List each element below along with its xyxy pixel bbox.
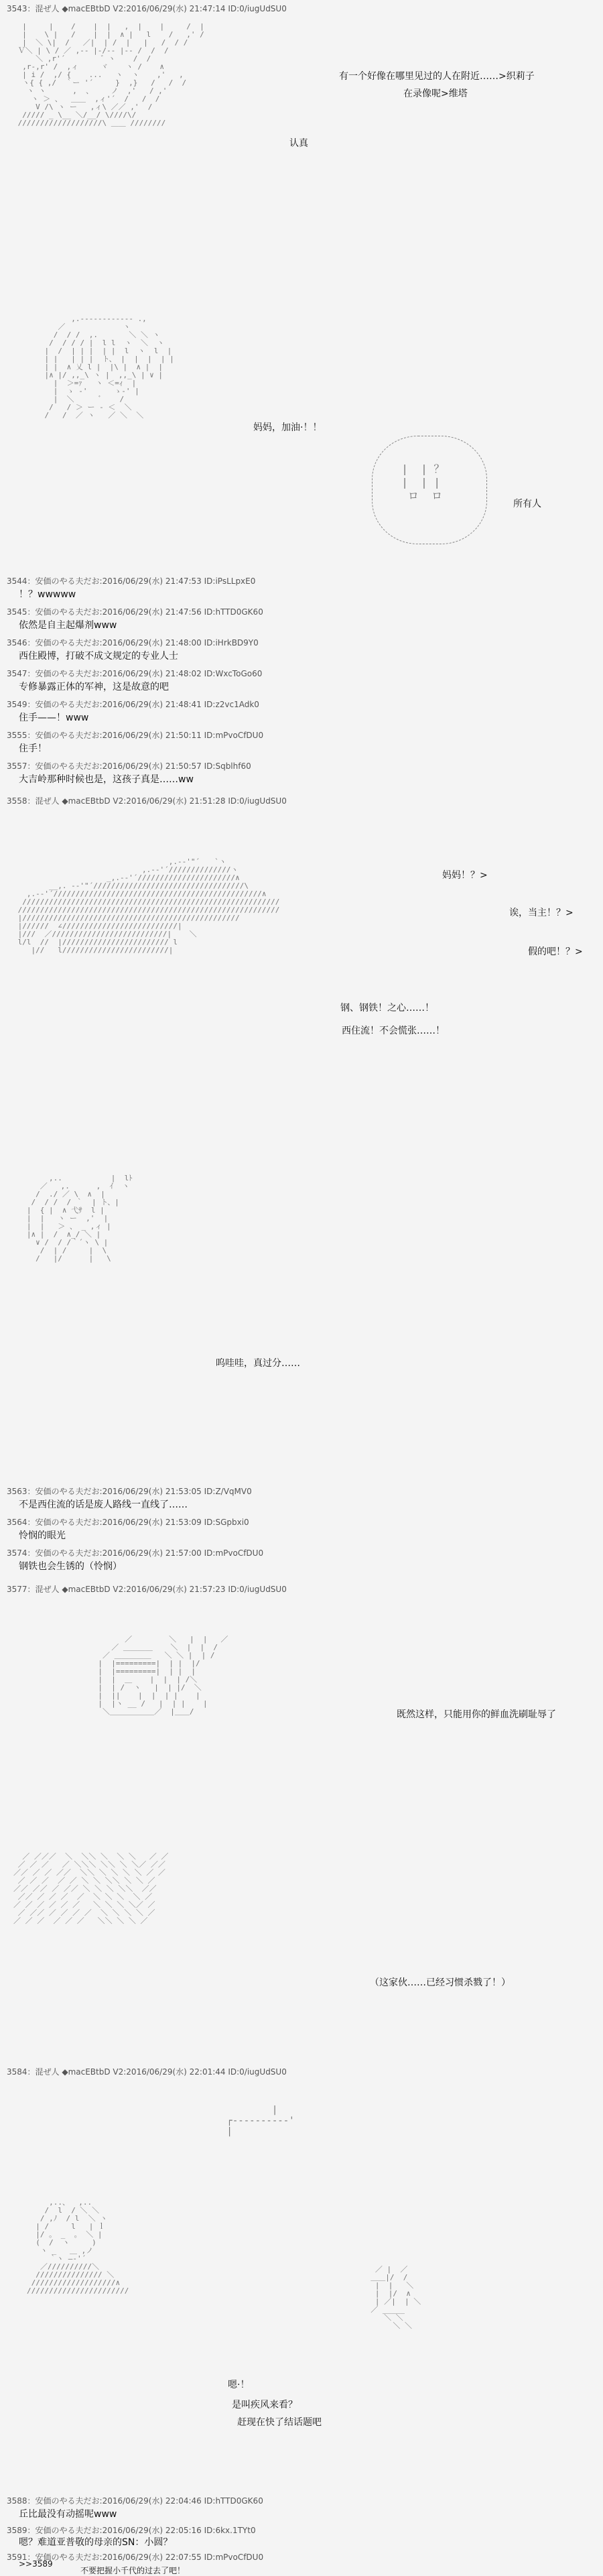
post-body: 西住殿博，打破不成文规定的专业人士 <box>19 651 178 662</box>
ascii-art: ,..、 ,.. / l / ＼ ＼ / ,ﾉ / l ＼ ヽ | / l | ｌ |/ 。 _ 。 ＼ | ( / ヽ ) ヽ _ ＿ ,ノ ｀ヽ ―‐'´ ／//////////＼ /////////////// ＼ ///////////////////∧ /////////////////////// <box>27 2199 129 2295</box>
dialogue: 既然这样，只能用你的鲜血洗刷耻辱了 <box>397 1709 556 1720</box>
dialogue: 有一个好像在哪里见过的人在附近……>织莉子 <box>339 71 535 82</box>
dialogue: 嗯·！ <box>228 2380 250 2390</box>
dialogue: 诶，当主！？> <box>509 908 574 918</box>
ascii-art: ／￣￣￣￣￣＼ | | ／￣ ／ ＿＿＿＿ ＼ | | / ／ ＿＿＿＿＿ ＼ ＼ | | / | |=========| | | |/ | |=========| | | | | | ＿ | | | /＼ | | / ヽ | | |/ ＼ | || | | | | | | |ヽ __ / | | | | ＼＿＿＿＿＿＿／ |＿＿/ <box>98 1636 236 1716</box>
post-header: 3544：安価のやる夫だお:2016/06/29(水) 21:47:53 ID:iPsLLpxE0 <box>7 576 256 586</box>
post-body: >>3589 <box>19 2559 53 2569</box>
post-header: 3557：安価のやる夫だお:2016/06/29(水) 21:50:57 ID:Sqblhf60 <box>7 761 251 771</box>
ascii-art: ,.-‐‐‐‐‐‐-‐‐‐- ., ／ ヽ / / / ,. ＼ ＼ ヽ / / / / | l l ヽ ＼ ヽ | / | | | | | l ヽ l | | | | | | ト、 | | | | | | | ∧ 乂 l | |\ | ∧ | | |∧ |/ ,,_\ ヽ | ,,_\ | ∨ | | ＞=ｧ ヽ ＜=ｨ | | ゝ ‐' ゝ‐' | | ＼ ﾞ / / / ＞ ー ‐ ＜ ＼ / / ／ ヽ ／ ＼ ＼ <box>44 315 174 420</box>
post-body: 钢铁也会生锈的（怜悯） <box>19 1561 122 1572</box>
dialogue: 所有人 <box>513 499 541 509</box>
post-header: 3588：安価のやる夫だお:2016/06/29(水) 22:04:46 ID:hTTD0GK60 <box>7 2496 263 2506</box>
dialogue: 西住流！不会慌张……！ <box>342 1026 445 1036</box>
post-header: 3577：混ぜ人 ◆macEBtbD V2:2016/06/29(水) 21:57:23 ID:0/iugUdSU0 <box>7 1585 287 1594</box>
post-header: 3564：安価のやる夫だお:2016/06/29(水) 21:53:09 ID:SGpbxi0 <box>7 1518 249 1527</box>
ascii-art: ,.. | lﾄ ／ ,. , ｲ ヽ / ./ ／ \ ∧ | / / / / ｀ | ト、| | { | ∧ 弋ｻ l | | | ヽ ー ,' | | | ＞ 、 _ ,ィ | |∧ | / ∧_/ ＼ | ∨ / / /｀´ヽ \ | / | / | \ / |/ | \ <box>26 1174 133 1263</box>
post-body: 大吉岭那种时候也是，这孩子真是……ww <box>19 774 194 785</box>
post-header: 3589：安価のやる夫だお:2016/06/29(水) 22:05:16 ID:6kx.1TYt0 <box>7 2526 256 2535</box>
post-header: 3543：混ぜ人 ◆macEBtbD V2:2016/06/29(水) 21:47:14 ID:0/iugUdSU0 <box>7 4 287 13</box>
dialogue: 假的吧！？> <box>528 946 583 957</box>
dialogue: 认真 <box>289 138 308 149</box>
post-body: 丘比最没有动摇呢www <box>19 2509 117 2520</box>
dialogue: 妈妈！？> <box>442 870 488 881</box>
post-header: 3558：混ぜ人 ◆macEBtbD V2:2016/06/29(水) 21:51:28 ID:0/iugUdSU0 <box>7 796 287 806</box>
post-body: 专修暴露正体的军神，这是故意的吧 <box>19 682 169 692</box>
post-body: 住手！ <box>19 743 47 754</box>
ascii-art: ／ | ／ ＿＿|/ / | | ＼ | |/ ∧ | ／| | ＼ ／ _____ ＼ ＼ ＼ ＼ <box>371 2266 421 2330</box>
post-header: 3555：安価のやる夫だお:2016/06/29(水) 21:50:11 ID:mPvoCfDU0 <box>7 731 264 740</box>
dialogue: 钢、钢铁！之心……！ <box>340 1003 434 1014</box>
post-body: 嗯？难道亚普敬的母亲的SN：小圆？ <box>19 2537 173 2548</box>
dialogue: （这家伙……已经习惯杀戮了！） <box>370 1977 511 1988</box>
post-body: ！？wwwww <box>19 589 76 600</box>
post-body: 怜悯的眼光 <box>19 1530 66 1541</box>
dialogue: 妈妈，加油·！！ <box>253 422 322 433</box>
ascii-art: ,.-‐'"´￣￣`ヽ ,.-‐'´//////////////ヽ _,.-‐'´//////////////////////∧ __,. -‐'"´//////////////////////////////////\ ,.-‐'´///////////////////////////////////////////////∧ ////////////////////////////////////////////////////////// /////////////////////////////////////////////////////////// |///////////////////////////////////////////////// |////// ∠//////////////////////////| |/// ／//////////////////////////| ＼ l/l // |//////////////////////// l |// l////////////////////////| <box>17 858 280 955</box>
post-header: 3584：混ぜ人 ◆macEBtbD V2:2016/06/29(水) 22:01:44 ID:0/iugUdSU0 <box>7 2067 287 2077</box>
ascii-art: | | / | | , | | / | | \ | / | | ∧ | l / ,' / | ＼ \| / ／| | / | | / / / Ｖ＼ | \ / ／ ,-- |-/-- |-- / / / ＼ ,r'´ ゛ヽ / / ,r-,r' / ,ィ ヾ ヽ / ∧ | i / ,/ { ... ヽ ヽ ,' , ヽ{ { ,/ ｀ー '´ } ,} / / / ヽ ヽ , 、 ノ ,' / ,' ヽ ＞ 、 ＿＿ ,ィ'´ / / / V /\ ヽ ー ,ィ\ ／／ ,' / ///// _ \__ ＼/__/ \////\/ ///////////////////\ ＿＿ //////// <box>17 23 204 127</box>
post-header: 3547：安価のやる夫だお:2016/06/29(水) 21:48:02 ID:WxcToGo60 <box>7 669 263 678</box>
dialogue: 呜哇哇，真过分…… <box>216 1358 300 1369</box>
post-header: 3563：安価のやる夫だお:2016/06/29(水) 21:53:05 ID:Z/VqMV0 <box>7 1487 252 1496</box>
post-body: 依然是自主起爆剂www <box>19 620 117 631</box>
dialogue: 在录像呢>维塔 <box>403 88 468 99</box>
post-header: 3549：安価のやる夫だお:2016/06/29(水) 21:48:41 ID:z2vc1Adk0 <box>7 700 259 709</box>
ascii-art: | | ？ | | | ロ ロ <box>401 463 445 502</box>
ascii-art: ／ ／／／ ＼ ＼＼ ＼ ＼ ＼ ／ ／ ／ ／ ／ ／ ＼＼＼ ＼＼ ＼ ＼／ ／／ ／／ ／ ／ ／／ ＼＼ ＼ ＼ ＼ ＼ ／ ／ ／ ／ ／ ／ ／ ＼ ＼ ＼＼ ＼ ＼ ／ ／／ ／／ ／ ／／ ＼ ＼ ＼ ＼＼ ／／ ／／ ／ ／ ／ ／ ＼ ＼ ＼ ＼ ／ ／ ／ ／ ／ ／ ／ ＼ ＼ ＼ ＼／ ／ ／ ／／ ／ ／ ／ ／ ＼ ＼ ＼ ＼ ／ ／ ／ ／ ／ ／ ／ ＼＼ ＼ ＼ ／ <box>13 1853 169 1925</box>
ascii-art: | ┌----------' | <box>226 2105 295 2137</box>
dialogue: 是叫疾风来看？ <box>232 2400 297 2410</box>
post-header: 3574：安価のやる夫だお:2016/06/29(水) 21:57:00 ID:mPvoCfDU0 <box>7 1548 264 1558</box>
post-header: 3545：安価のやる夫だお:2016/06/29(水) 21:47:56 ID:hTTD0GK60 <box>7 607 263 617</box>
post-body: 不要把握小千代的过去了吧！ <box>80 2566 186 2575</box>
post-body: 不是西住流的话是废人路线一直线了…… <box>19 1499 188 1510</box>
post-body: 住手——！www <box>19 713 89 723</box>
dialogue: 赶现在快了结话题吧 <box>237 2417 322 2428</box>
post-header: 3546：安価のやる夫だお:2016/06/29(水) 21:48:00 ID:iHrkBD9Y0 <box>7 638 259 648</box>
post-header: 3591：安価のやる夫だお:2016/06/29(水) 22:07:55 ID:mPvoCfDU0 <box>7 2553 264 2562</box>
